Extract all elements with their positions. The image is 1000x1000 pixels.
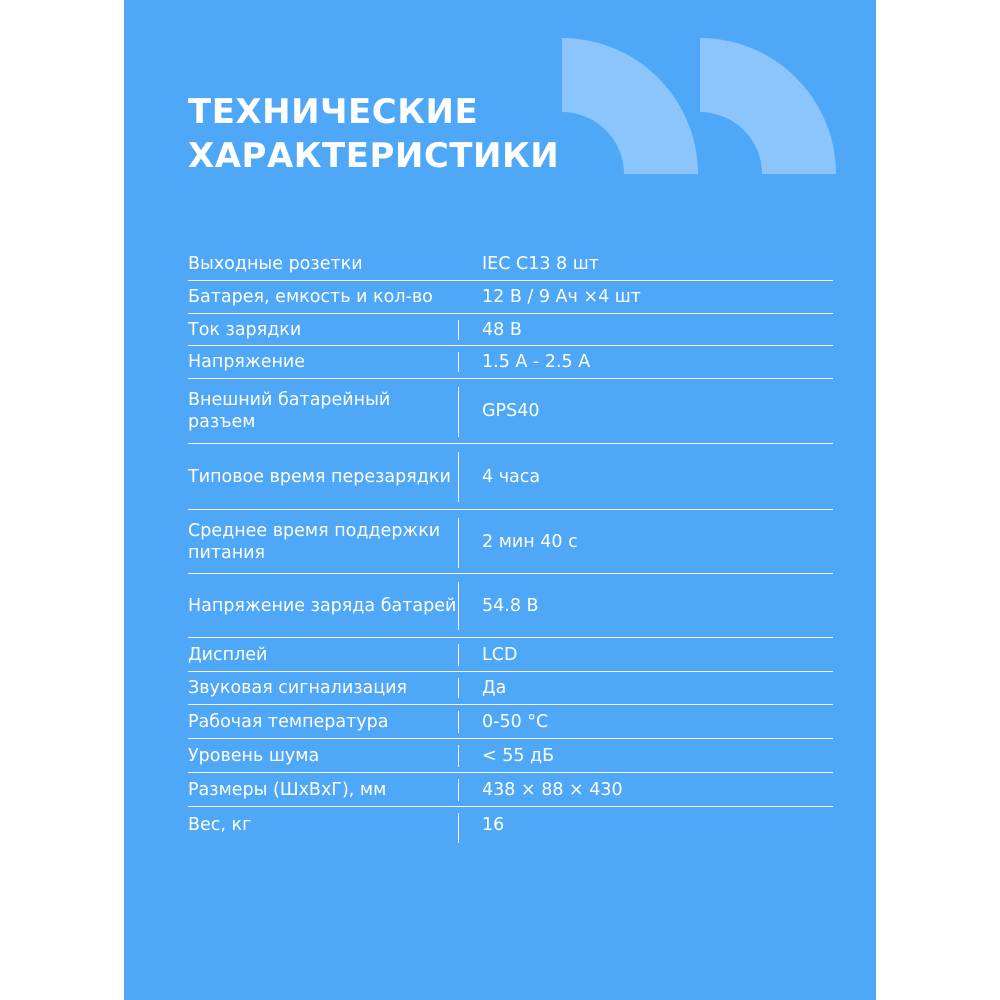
- spec-value: 54.8 В: [482, 595, 539, 616]
- spec-row: [188, 705, 833, 739]
- quote-mark-right: [700, 38, 836, 174]
- spec-label: Звуковая сигнализация: [188, 678, 408, 698]
- spec-value: 1.5 А - 2.5 А: [482, 352, 591, 372]
- spec-row: [188, 444, 833, 510]
- spec-label: Ток зарядки: [188, 319, 302, 340]
- specs-table: [188, 247, 833, 843]
- spec-value: 2 мин 40 с: [482, 531, 578, 552]
- spec-label: Размеры (ШхВхГ), мм: [188, 779, 387, 800]
- spec-row: [188, 346, 833, 379]
- spec-row: [188, 379, 833, 444]
- spec-row: [188, 314, 833, 346]
- spec-label: Среднее время поддержки питания: [188, 520, 441, 563]
- spec-label: Батарея, емкость и кол-во: [188, 287, 433, 307]
- title-line-1: ТЕХНИЧЕСКИЕ: [188, 92, 479, 132]
- spec-label: Дисплей: [188, 644, 268, 665]
- specs-card: [124, 0, 876, 1000]
- spec-label: Уровень шума: [188, 745, 320, 766]
- spec-row: [188, 807, 833, 843]
- spec-value: 12 В / 9 Ач ×4 шт: [482, 287, 641, 307]
- page-title: [188, 90, 559, 178]
- spec-value: 0-50 °C: [482, 711, 549, 732]
- spec-row: [188, 281, 833, 314]
- spec-value: < 55 дБ: [482, 745, 555, 766]
- spec-label: Вес, кг: [188, 815, 252, 835]
- spec-value: 16: [482, 815, 505, 835]
- spec-row: [188, 773, 833, 807]
- spec-label: Рабочая температура: [188, 711, 389, 732]
- spec-label: Внешний батарейный разъем: [188, 390, 391, 432]
- quote-mark-left: [562, 38, 698, 174]
- spec-row: [188, 574, 833, 638]
- title-line-2: ХАРАКТЕРИСТИКИ: [188, 136, 560, 176]
- spec-value: GPS40: [482, 401, 540, 421]
- spec-value: LCD: [482, 644, 518, 665]
- spec-label: Типовое время перезарядки: [188, 466, 451, 487]
- spec-value: Да: [482, 678, 507, 698]
- spec-value: IEC C13 8 шт: [482, 253, 599, 274]
- spec-value: 4 часа: [482, 466, 541, 487]
- spec-row: [188, 739, 833, 773]
- spec-label: Напряжение: [188, 352, 306, 372]
- quote-marks-icon: [562, 38, 836, 174]
- spec-label: Выходные розетки: [188, 253, 363, 274]
- spec-row: [188, 247, 833, 281]
- spec-value: 48 В: [482, 319, 522, 340]
- spec-value: 438 × 88 × 430: [482, 779, 623, 800]
- spec-row: [188, 672, 833, 705]
- spec-label: Напряжение заряда батарей: [188, 595, 457, 616]
- spec-row: [188, 510, 833, 574]
- spec-row: [188, 638, 833, 672]
